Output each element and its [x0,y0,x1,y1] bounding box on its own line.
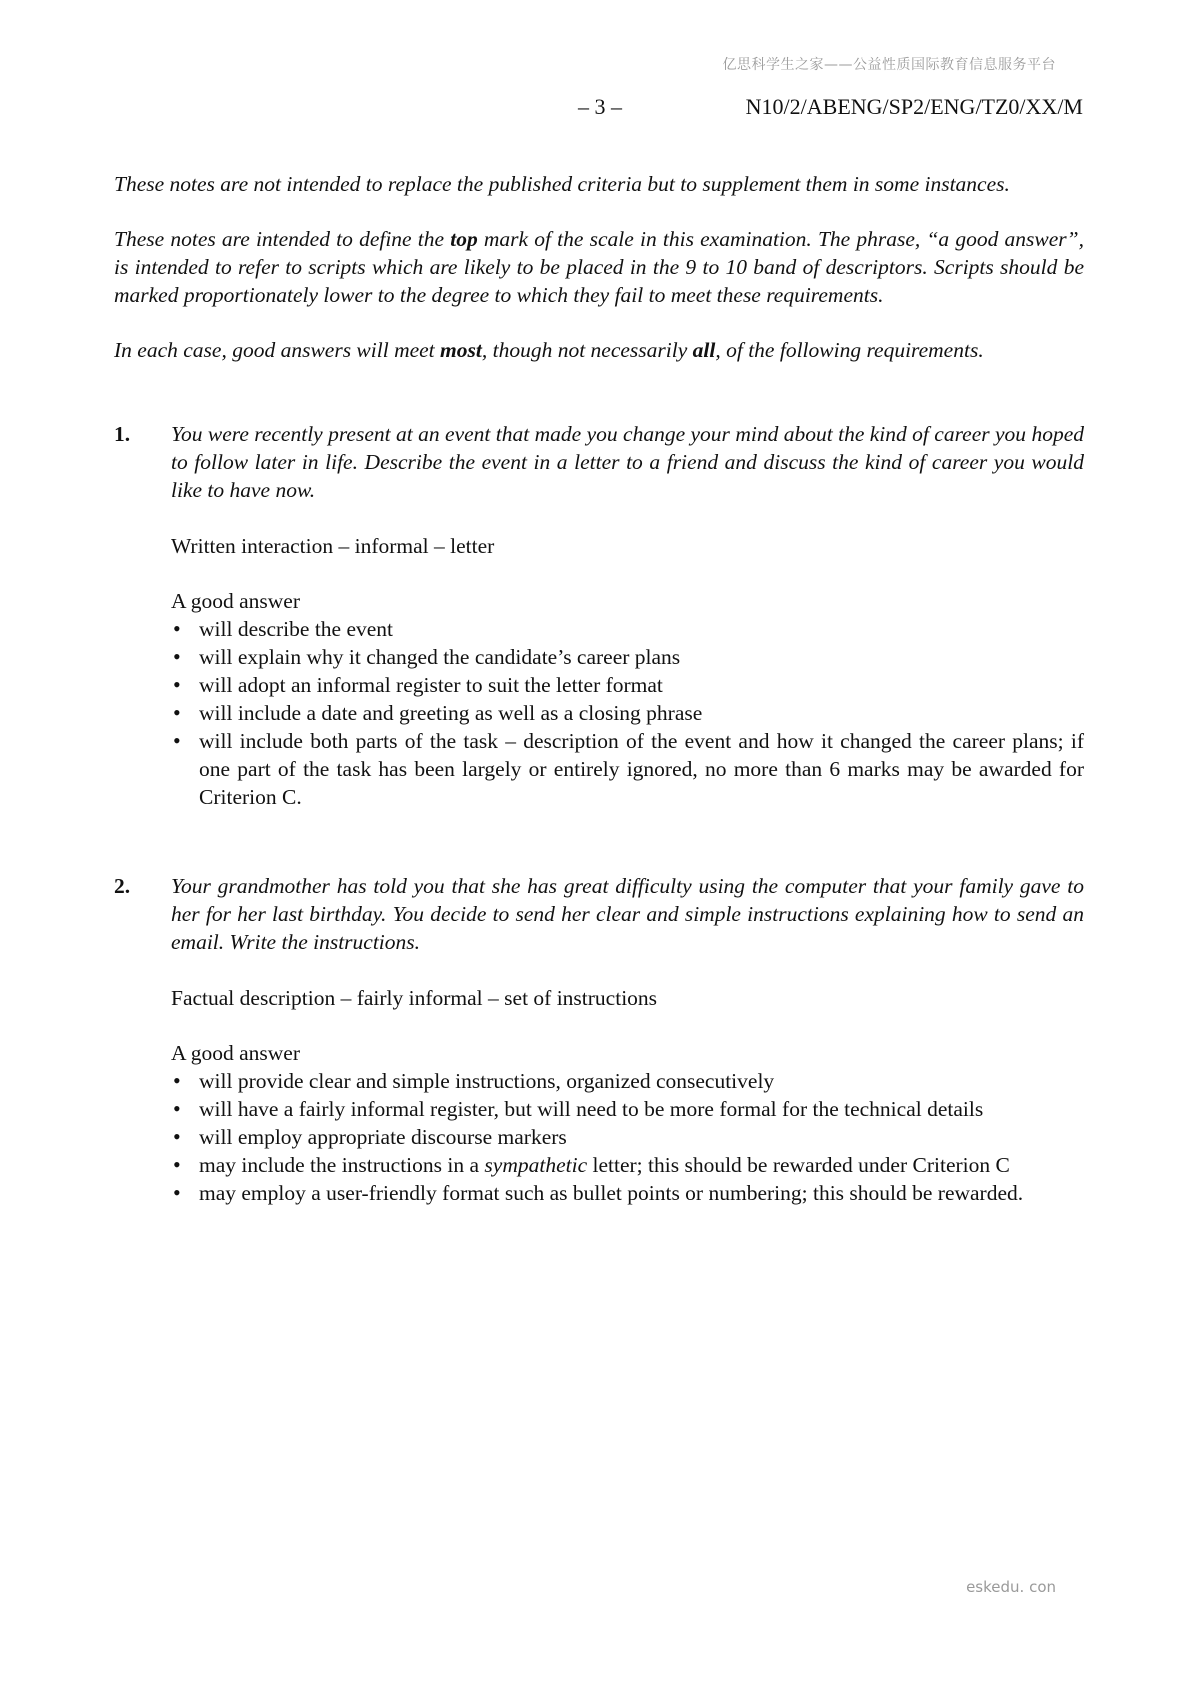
good-answer-label: A good answer [171,589,300,613]
page-header [0,94,1191,124]
criteria-list [171,615,1084,811]
intro-paragraph-2: These notes are intended to define the top mark of the scale in this examination. The phrase, “a good answer”, is intended to refer to scripts which are likely to be placed in the 9 to 10 band of descriptors. Scripts should be marked proportionately lower to the degree to which they fail to meet these requirements. [114,227,1084,307]
good-answer-label: A good answer [171,1041,300,1065]
question-1 [114,420,1084,811]
intro-paragraph-3: In each case, good answers will meet most, though not necessarily all, of the following requirements. [114,338,984,362]
list-item: • may employ a user-friendly format such as bullet points or numbering; this should be rewarded. [171,1179,1084,1207]
document-code: N10/2/ABENG/SP2/ENG/TZ0/XX/M [745,94,1083,119]
page-content [114,170,1084,1207]
question-number: 1. [114,422,131,446]
page-number: – 3 – [578,94,622,119]
text-type: Written interaction – informal – letter [171,534,495,558]
intro-paragraph-1: These notes are not intended to replace the published criteria but to supplement them in some instances. [114,172,1010,196]
list-item: • may include the instructions in a sympathetic letter; this should be rewarded under Criterion C [171,1151,1084,1179]
emphasis-all: all [692,338,716,362]
list-item: • will employ appropriate discourse markers [171,1123,1084,1151]
emphasis-top: top [450,227,478,251]
question-2 [114,872,1084,1207]
question-number: 2. [114,874,131,898]
intro-notes [114,170,1084,364]
list-item: • will describe the event [171,615,1084,643]
criteria-list [171,1067,1084,1207]
emphasis-most: most [440,338,482,362]
question-prompt: Your grandmother has told you that she has great difficulty using the computer that your family gave to her for her last birthday. You decide to send her clear and simple instructions explaining how to send an email. Write the instructions. [171,874,1084,954]
list-item: • will adopt an informal register to suit the letter format [171,671,1084,699]
emphasis-sympathetic: sympathetic [484,1153,588,1177]
watermark-bottom: eskedu. con [966,1578,1056,1596]
watermark-top: 亿思科学生之家——公益性质国际教育信息服务平台 [722,57,1056,73]
list-item: • will explain why it changed the candidate’s career plans [171,643,1084,671]
list-item: • will include both parts of the task – description of the event and how it changed the career plans; if one part of the task has been largely or entirely ignored, no more than 6 marks may be awarded for Criterion C. [171,727,1084,811]
text-type: Factual description – fairly informal – set of instructions [171,986,658,1010]
list-item: • will provide clear and simple instructions, organized consecutively [171,1067,1084,1095]
list-item: • will have a fairly informal register, but will need to be more formal for the technical details [171,1095,1084,1123]
list-item: • will include a date and greeting as well as a closing phrase [171,699,1084,727]
question-prompt: You were recently present at an event that made you change your mind about the kind of career you hoped to follow later in life. Describe the event in a letter to a friend and discuss the kind of career you would like to have now. [171,422,1084,502]
